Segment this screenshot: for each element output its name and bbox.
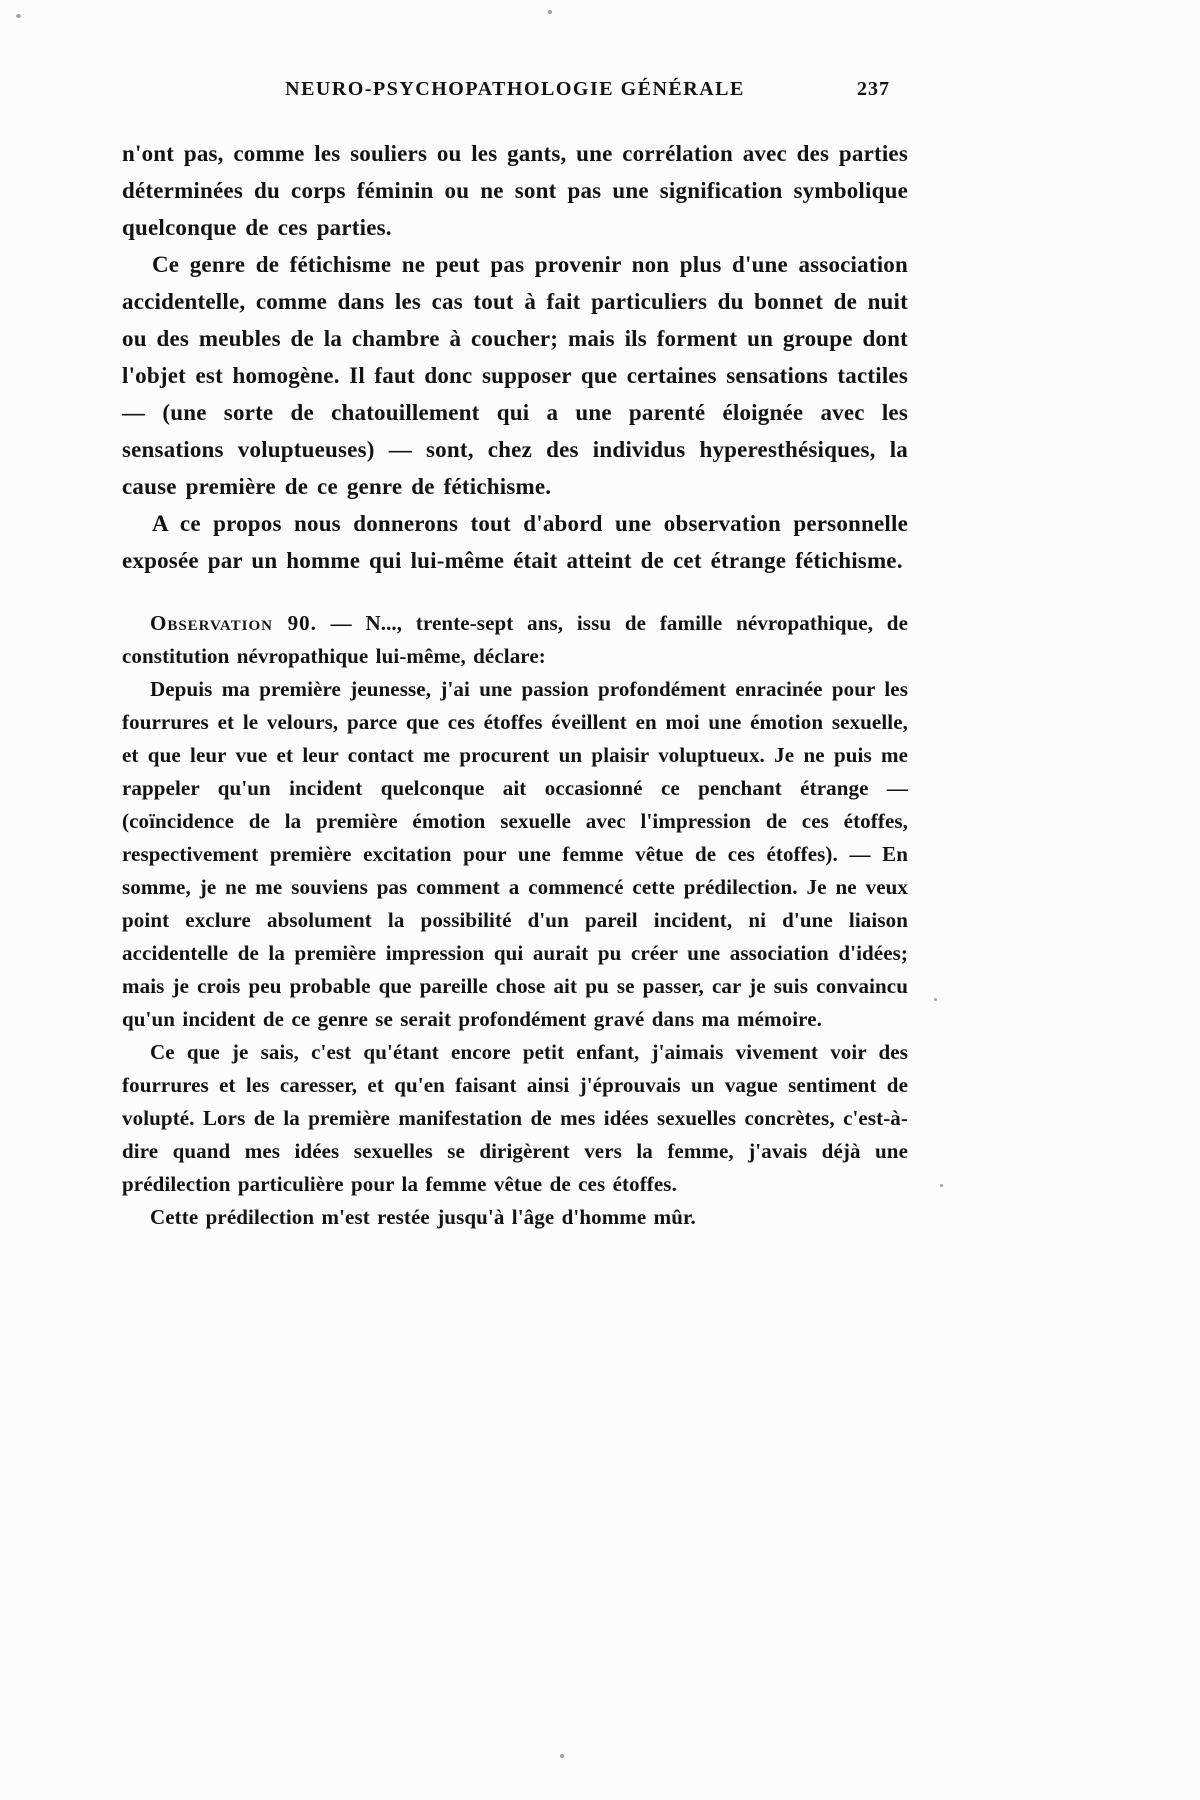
running-header — [122, 78, 908, 101]
scan-speck — [548, 10, 552, 14]
paragraph: n'ont pas, comme les souliers ou les gants, une corrélation avec des parties déterminées du corps féminin ou ne sont pas une signification symbolique quelconque de ces parties. — [122, 141, 908, 240]
page-title: NEURO-PSYCHOPATHOLOGIE GÉNÉRALE — [285, 78, 745, 100]
text-column — [122, 78, 908, 1234]
paragraph: Ce que je sais, c'est qu'étant encore petit enfant, j'aimais vivement voir des fourrures et les caresser, et qu'en faisant ainsi j'éprouvais un vague sentiment de volupté. Lors de la première manifestation de mes idées sexuelles concrètes, c'est-à-dire quand mes idées sexuelles se dirigèrent vers la femme, j'avais déjà une prédilection particulière pour la femme vêtue de ces étoffes. — [122, 1040, 908, 1196]
observation-block — [122, 607, 908, 1234]
scan-speck — [940, 1184, 943, 1187]
observation-label: Observation 90. — [150, 611, 317, 635]
scan-speck — [934, 998, 937, 1001]
paragraph: Depuis ma première jeunesse, j'ai une passion profondément enracinée pour les fourrures et le velours, parce que ces étoffes éveillent en moi une émotion sexuelle, et que leur vue et leur contact me procurent un plaisir voluptueux. Je ne puis me rappeler qu'un incident quelconque ait occasionné ce penchant étrange — (coïncidence de la première émotion sexuelle avec l'impression de ces étoffes, respectivement première excitation pour une femme vêtue de ces étoffes). — En somme, je ne me souviens pas comment a commencé cette prédilection. Je ne veux point exclure absolument la possibilité d'un pareil incident, ni d'une liaison accidentelle de la première impression qui aurait pu créer une association d'idées; mais je crois peu probable que pareille chose ait pu se passer, car je suis convaincu qu'un incident de ce genre se serait profondément gravé dans ma mémoire. — [122, 677, 908, 1031]
observation-intro: — N..., trente-sept ans, issu de famille névropathique, de constitution névropathique lui-même, déclare: — [122, 611, 908, 668]
paragraph: A ce propos nous donnerons tout d'abord une observation personnelle exposée par un homme qui lui-même était atteint de cet étrange fétichisme. — [122, 511, 908, 573]
main-text-block — [122, 135, 908, 579]
paragraph: Ce genre de fétichisme ne peut pas provenir non plus d'une association accidentelle, comme dans les cas tout à fait particuliers du bonnet de nuit ou des meubles de la chambre à coucher; mais ils forment un groupe dont l'objet est homogène. Il faut donc supposer que certaines sensations tactiles — (une sorte de chatouillement qui a une parenté éloignée avec les sensations voluptueuses) — sont, chez des individus hyperesthésiques, la cause première de ce genre de fétichisme. — [122, 252, 908, 499]
scan-speck — [16, 14, 21, 18]
paragraph: Cette prédilection m'est restée jusqu'à l'âge d'homme mûr. — [150, 1205, 696, 1229]
scan-speck — [560, 1754, 564, 1758]
observation-opening — [122, 607, 908, 673]
page-number: 237 — [857, 78, 890, 100]
